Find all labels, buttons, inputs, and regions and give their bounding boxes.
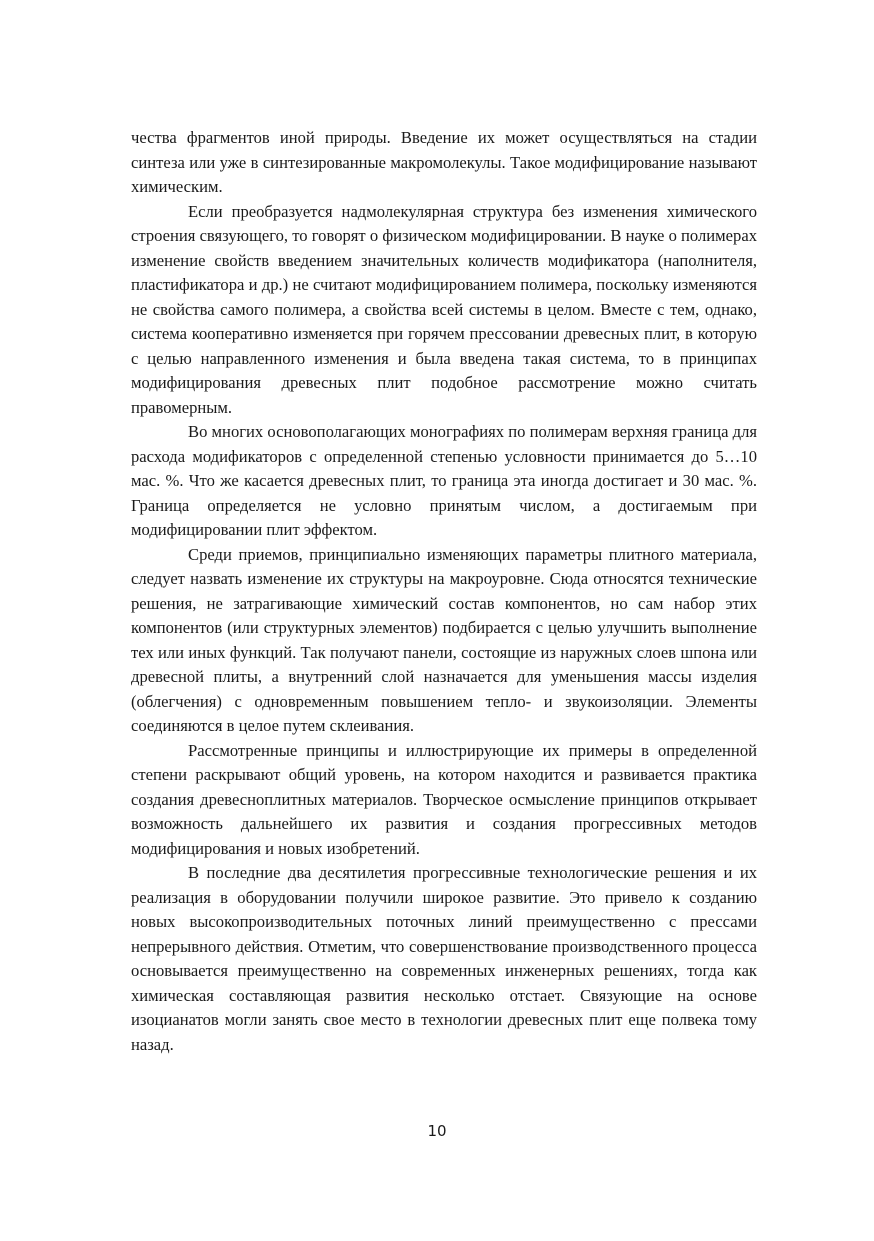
paragraph-6: В последние два десятилетия прогрессивные технологические решения и их реализация в оборудовании получили широкое развитие. Это привело к созданию новых высокопроизводительных поточных линий преимущественно с прессами непрерывного действия. Отметим, что совершенствование производственного процесса основывается преимущественно на современных инженерных решениях, тогда как химическая составляющая развития несколько отстает. Связующие на основе изоцианатов могли занять свое место в технологии древесных плит еще полвека тому назад. (131, 863, 757, 1054)
paragraph-2: Если преобразуется надмолекулярная структура без изменения химического строения связующего, то говорят о физическом модифицировании. В науке о полимерах изменение свойств введением значительных количеств модификатора (наполнителя, пластификатора и др.) не считают модифицированием полимера, поскольку изменяются не свойства самого полимера, а свойства всей системы в целом. Вместе с тем, однако, система кооперативно изменяется при горячем прессовании древесных плит, в которую с целью направленного изменения и была введена такая система, то в принципах модифицирования древесных плит подобное рассмотрение можно считать правомерным. (131, 201, 757, 417)
paragraph-3: Во многих основополагающих монографиях по полимерам верхняя граница для расхода модификаторов с определенной степенью условности принимается до 5…10 мас. %. Что же касается древесных плит, то граница эта иногда достигает и 30 мас. %. Граница определяется не условно принятым числом, а достигаемым при модифицировании плит эффектом. (131, 422, 757, 539)
paragraph-5: Рассмотренные принципы и иллюстрирующие их примеры в определенной степени раскрывают общий уровень, на котором находится и развивается практика создания древесноплитных материалов. Творческое осмысление принципов открывает возможность дальнейшего их развития и создания прогрессивных методов модифицирования и новых изобретений. (131, 740, 757, 858)
page-body (131, 126, 757, 1057)
paragraph-4: Среди приемов, принципиально изменяющих параметры плитного материала, следует назвать изменение их структуры на макроуровне. Сюда относятся технические решения, не затрагивающие химический состав компонентов, но сам набор этих компонентов (или структурных элементов) подбирается с целью улучшить выполнение тех или иных функций. Так получают панели, состоящие из наружных слоев шпона или древесной плиты, а внутренний слой назначается для уменьшения массы изделия (облегчения) с одновременным повышением тепло- и звукоизоляции. Элементы соединяются в целое путем склеивания. (131, 544, 757, 735)
page-number: 10 (427, 1122, 447, 1140)
paragraph-1: чества фрагментов иной природы. Введение их может осуществляться на стадии синтеза или уже в синтезированные макромолекулы. Такое модифицирование называют химическим. (131, 128, 757, 196)
